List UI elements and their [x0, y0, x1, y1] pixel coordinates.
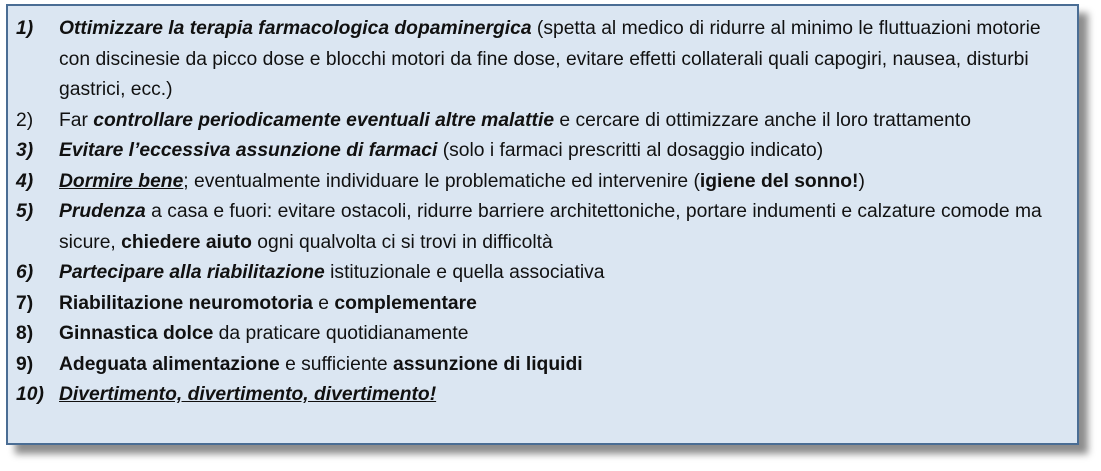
- item-bold: assunzione di liquidi: [392, 353, 583, 375]
- item-number: 9): [16, 353, 34, 375]
- item-bold: igiene del sonno!: [699, 170, 859, 192]
- item-body: e cercare di ottimizzare anche il loro trattamento: [554, 109, 971, 131]
- item-body: e: [312, 292, 335, 314]
- item-text: [59, 167, 1067, 198]
- item-number: 1): [16, 18, 34, 39]
- item-emphasis: Evitare l’eccessiva assunzione di farmaci: [59, 140, 438, 161]
- item-body: da praticare quotidianamente: [213, 323, 469, 344]
- item-text: [59, 197, 1067, 258]
- item-text: [59, 319, 1067, 350]
- item-number: 10): [16, 384, 44, 405]
- item-number: 3): [16, 140, 34, 161]
- item-body: istituzionale e quella associativa: [324, 262, 605, 283]
- item-emphasis: Dormire bene: [59, 170, 184, 192]
- list-item-3: [16, 136, 1067, 167]
- list-item-5: [16, 197, 1067, 258]
- item-text: [59, 380, 1067, 411]
- item-number: 6): [16, 262, 34, 283]
- item-emphasis: Divertimento, divertimento, divertimento!: [59, 384, 437, 405]
- item-body: ; eventualmente individuare le problematiche ed intervenire (: [183, 170, 700, 192]
- item-number: 5): [16, 201, 34, 222]
- item-emphasis: Ottimizzare la terapia farmacologica dopaminergica: [59, 18, 532, 39]
- item-body: Far: [59, 109, 94, 131]
- item-emphasis: Prudenza: [59, 201, 146, 222]
- item-emphasis: Partecipare alla riabilitazione: [59, 262, 325, 283]
- item-number: 2): [16, 109, 34, 131]
- item-body: (spetta al medico di ridurre al minimo le fluttuazioni motorie con discinesie da picco dose e blocchi motori da fine dose, evitare effetti collaterali quali capogiri, nausea, disturbi gastrici, ecc.): [59, 18, 1041, 100]
- item-body: (solo i farmaci prescritti al dosaggio indicato): [437, 140, 824, 161]
- item-number: 7): [16, 292, 34, 314]
- item-body: e sufficiente: [279, 353, 393, 375]
- list-item-6: [16, 258, 1067, 289]
- item-bold: Adeguata alimentazione: [59, 353, 280, 375]
- list-item-2: [16, 106, 1067, 137]
- item-bold: complementare: [334, 292, 477, 314]
- item-bold: chiedere aiuto: [121, 231, 252, 253]
- list-item-7: [16, 289, 1067, 320]
- list-item-1: [16, 14, 1067, 106]
- item-body: a casa e fuori: evitare ostacoli, ridurre barriere architettoniche, portare indumenti e calzature comode ma sicure,: [59, 201, 1042, 253]
- list-item-8: [16, 319, 1067, 350]
- list-item-10: [16, 380, 1067, 411]
- item-body: ogni qualvolta ci si trovi in difficoltà: [251, 231, 553, 253]
- item-text: [59, 136, 1067, 167]
- item-text: [59, 258, 1067, 289]
- item-text: [59, 106, 1067, 137]
- list-item-9: [16, 350, 1067, 381]
- recommendations-box: [6, 4, 1079, 445]
- item-text: [59, 14, 1067, 106]
- item-bold: Ginnastica dolce: [59, 323, 214, 344]
- item-text: [59, 289, 1067, 320]
- item-emphasis: controllare periodicamente eventuali altre malattie: [93, 109, 555, 131]
- item-number: 8): [16, 323, 34, 344]
- item-number: 4): [16, 170, 34, 192]
- item-body: ): [858, 170, 865, 192]
- list-item-4: [16, 167, 1067, 198]
- item-bold: Riabilitazione neuromotoria: [59, 292, 313, 314]
- item-text: [59, 350, 1067, 381]
